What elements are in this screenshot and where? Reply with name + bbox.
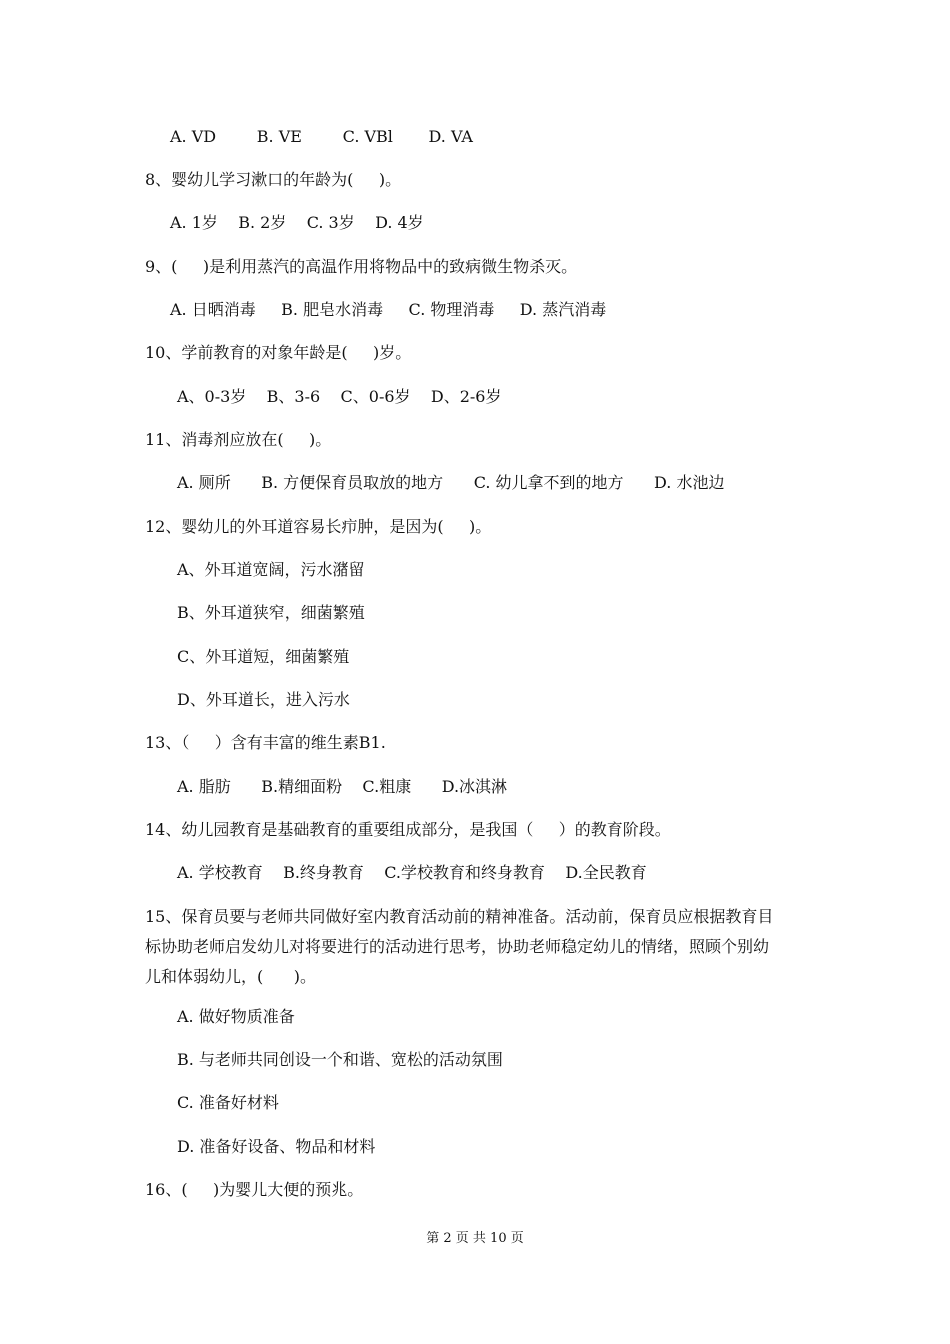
q15-option-a: A. 做好物质准备 [177,1007,295,1026]
q15-question-line3: 儿和体弱幼儿，( )。 [145,967,317,986]
q15-option-b: B. 与老师共同创设一个和谐、宽松的活动氛围 [177,1050,503,1069]
q15-question-line2: 标协助老师启发幼儿对将要进行的活动进行思考，协助老师稳定幼儿的情绪，照顾个别幼 [145,937,770,956]
q13-options: A. 脂肪 B.精细面粉 C.粗康 D.冰淇淋 [177,777,508,796]
q14-question: 14、幼儿园教育是基础教育的重要组成部分，是我国（ ）的教育阶段。 [145,820,671,839]
q15-option-d: D. 准备好设备、物品和材料 [177,1137,376,1156]
q12-option-d: D、外耳道长，进入污水 [177,690,350,709]
q8-question: 8、婴幼儿学习漱口的年龄为( )。 [145,170,402,189]
q12-option-a: A、外耳道宽阔，污水潴留 [177,560,365,579]
q10-options: A、0-3岁 B、3-6 C、0-6岁 D、2-6岁 [177,387,502,406]
q12-question: 12、婴幼儿的外耳道容易长疖肿，是因为( )。 [145,517,492,536]
q16-question: 16、( )为婴儿大便的预兆。 [145,1180,364,1199]
q8-options: A. 1岁 B. 2岁 C. 3岁 D. 4岁 [170,213,424,232]
q11-options: A. 厕所 B. 方便保育员取放的地方 C. 幼儿拿不到的地方 D. 水池边 [177,473,725,492]
q9-question: 9、( )是利用蒸汽的高温作用将物品中的致病微生物杀灭。 [145,257,578,276]
page-footer: 第 2 页 共 10 页 [426,1231,524,1246]
q14-options: A. 学校教育 B.终身教育 C.学校教育和终身教育 D.全民教育 [177,863,647,882]
q12-option-c: C、外耳道短，细菌繁殖 [177,647,350,666]
q15-question-line1: 15、保育员要与老师共同做好室内教育活动前的精神准备。活动前，保育员应根据教育目 [145,907,774,926]
q12-option-b: B、外耳道狭窄，细菌繁殖 [177,603,365,622]
q10-question: 10、学前教育的对象年龄是( )岁。 [145,343,412,362]
q15-option-c: C. 准备好材料 [177,1093,279,1112]
q13-question: 13、（ ）含有丰富的维生素B1. [145,733,386,752]
q11-question: 11、消毒剂应放在( )。 [145,430,332,449]
q9-options: A. 日晒消毒 B. 肥皂水消毒 C. 物理消毒 D. 蒸汽消毒 [170,300,607,319]
q7-options: A. VD B. VE C. VBl D. VA [170,127,473,146]
